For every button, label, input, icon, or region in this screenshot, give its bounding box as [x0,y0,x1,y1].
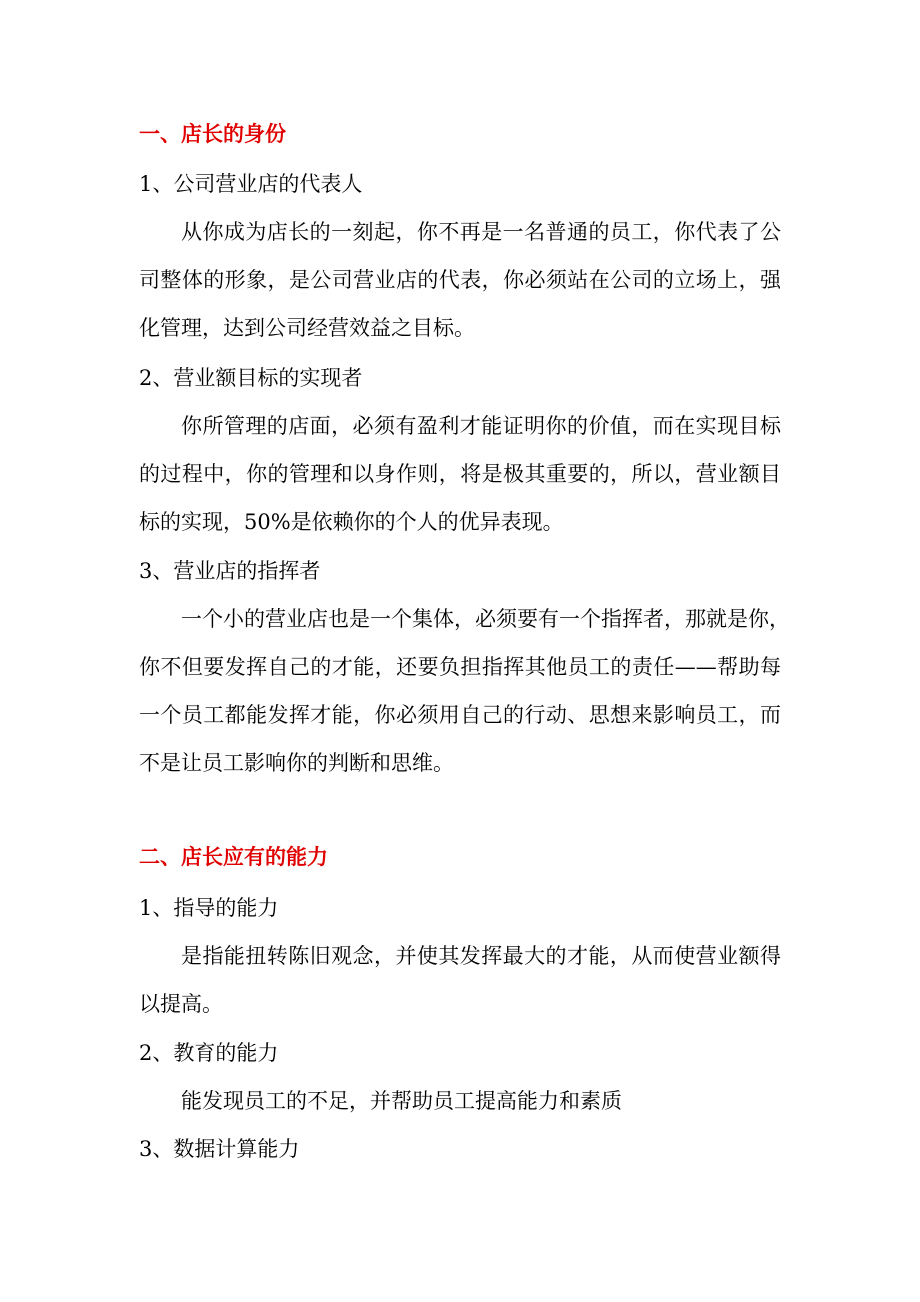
item-title-education: 2、教育的能力 [139,1041,279,1065]
item-title-guidance: 1、指导的能力 [139,896,279,920]
paragraph-line: 以提高。 [139,992,223,1016]
item-title-commander: 3、营业店的指挥者 [139,559,321,583]
section-heading-abilities: 二、店长应有的能力 [139,844,328,869]
item-title-data-calculation: 3、数据计算能力 [139,1137,300,1161]
item-title-target-achiever: 2、营业额目标的实现者 [139,366,363,390]
paragraph-line: 一个小的营业店也是一个集体，必须要有一个指挥者，那就是你， [181,607,790,631]
paragraph-line: 一个员工都能发挥才能，你必须用自己的行动、思想来影响员工，而 [139,703,781,727]
section-heading-identity: 一、店长的身份 [139,121,286,146]
paragraph-line: 的过程中，你的管理和以身作则，将是极其重要的，所以，营业额目 [139,462,781,486]
paragraph-line: 你不但要发挥自己的才能，还要负担指挥其他员工的责任——帮助每 [139,655,781,679]
paragraph-line: 化管理，达到公司经营效益之目标。 [139,316,475,340]
paragraph-line: 不是让员工影响你的判断和思维。 [139,751,454,775]
paragraph-line: 你所管理的店面，必须有盈利才能证明你的价值，而在实现目标 [181,414,781,438]
item-title-representative: 1、公司营业店的代表人 [139,172,363,196]
paragraph-line: 从你成为店长的一刻起，你不再是一名普通的员工，你代表了公 [181,220,781,244]
paragraph-line: 标的实现，50%是依赖你的个人的优异表现。 [139,510,564,534]
paragraph-line: 是指能扭转陈旧观念，并使其发挥最大的才能，从而使营业额得 [181,944,781,968]
paragraph-line: 司整体的形象，是公司营业店的代表，你必须站在公司的立场上，强 [139,268,781,292]
paragraph-line: 能发现员工的不足，并帮助员工提高能力和素质 [181,1089,622,1113]
